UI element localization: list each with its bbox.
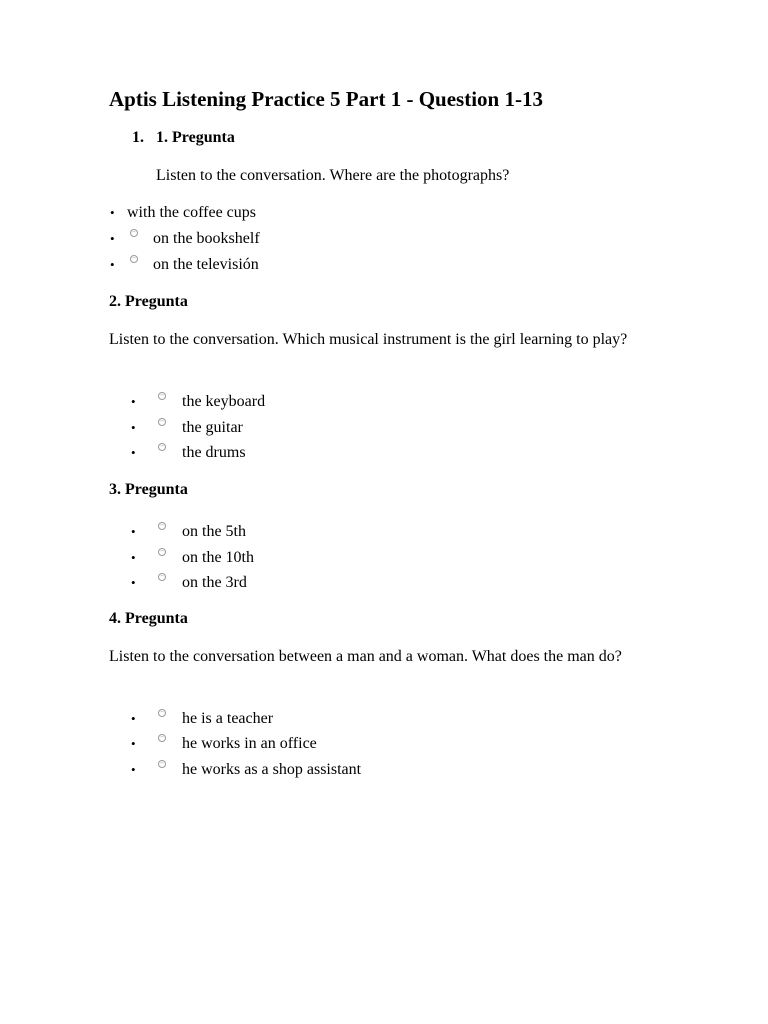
- option-label: he works in an office: [182, 735, 317, 752]
- question-4-option-2[interactable]: [131, 734, 451, 754]
- bullet-icon: [131, 760, 136, 780]
- question-1-option-2[interactable]: [110, 229, 410, 249]
- radio-button-icon[interactable]: [158, 522, 166, 530]
- radio-button-icon[interactable]: [158, 548, 166, 556]
- bullet-icon: [131, 443, 136, 463]
- question-3-heading: 3. Pregunta: [109, 481, 188, 498]
- question-3-option-3[interactable]: [131, 573, 431, 593]
- question-1-heading: 1. Pregunta: [156, 129, 235, 146]
- option-label: on the bookshelf: [153, 230, 260, 247]
- bullet-icon: [110, 203, 115, 223]
- option-label: the drums: [182, 444, 246, 461]
- option-label: on the 10th: [182, 549, 254, 566]
- radio-button-icon[interactable]: [158, 392, 166, 400]
- question-1-prompt: Listen to the conversation. Where are the photographs?: [156, 167, 510, 184]
- option-label: on the 5th: [182, 523, 246, 540]
- bullet-icon: [110, 229, 115, 249]
- question-2-option-3[interactable]: [131, 443, 431, 463]
- page-title: Aptis Listening Practice 5 Part 1 - Question 1-13: [109, 87, 543, 111]
- bullet-icon: [131, 548, 136, 568]
- radio-button-icon[interactable]: [130, 229, 138, 237]
- radio-button-icon[interactable]: [158, 418, 166, 426]
- option-label: he works as a shop assistant: [182, 761, 362, 778]
- question-1-option-1: [110, 203, 410, 223]
- option-label: the guitar: [182, 419, 243, 436]
- radio-button-icon[interactable]: [158, 760, 166, 768]
- question-2-option-2[interactable]: [131, 418, 431, 438]
- question-4-prompt: Listen to the conversation between a man and a woman. What does the man do?: [109, 648, 622, 665]
- bullet-icon: [131, 522, 136, 542]
- question-4-option-3[interactable]: [131, 760, 451, 780]
- radio-button-icon[interactable]: [158, 573, 166, 581]
- question-2-heading: 2. Pregunta: [109, 293, 188, 310]
- option-label: with the coffee cups: [127, 204, 256, 221]
- bullet-icon: [131, 734, 136, 754]
- bullet-icon: [131, 709, 136, 729]
- bullet-icon: [131, 418, 136, 438]
- question-3-option-1[interactable]: [131, 522, 431, 542]
- question-2-option-1[interactable]: [131, 392, 431, 412]
- option-label: on the 3rd: [182, 574, 247, 591]
- radio-button-icon[interactable]: [130, 255, 138, 263]
- bullet-icon: [110, 255, 115, 275]
- radio-button-icon[interactable]: [158, 443, 166, 451]
- question-1-number: 1.: [132, 129, 144, 146]
- radio-button-icon[interactable]: [158, 734, 166, 742]
- radio-button-icon[interactable]: [158, 709, 166, 717]
- question-1-option-3[interactable]: [110, 255, 410, 275]
- question-4-heading: 4. Pregunta: [109, 610, 188, 627]
- option-label: he is a teacher: [182, 710, 274, 727]
- option-label: on the televisión: [153, 256, 259, 273]
- bullet-icon: [131, 573, 136, 593]
- option-label: the keyboard: [182, 393, 266, 410]
- question-2-prompt: Listen to the conversation. Which musical instrument is the girl learning to play?: [109, 331, 628, 348]
- bullet-icon: [131, 392, 136, 412]
- question-3-option-2[interactable]: [131, 548, 431, 568]
- question-4-option-1[interactable]: [131, 709, 451, 729]
